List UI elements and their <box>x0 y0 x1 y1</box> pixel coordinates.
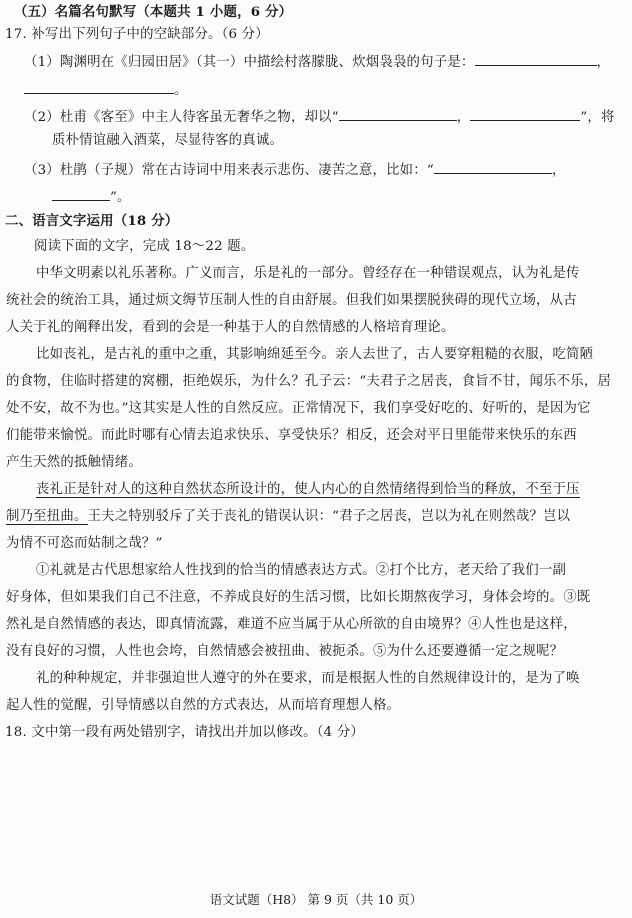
q17-sep3: ， <box>551 163 566 178</box>
passage-p4-line4: 没有良好的习惯，人性也会垮，自然情感会被扭曲、被扼杀。⑤为什么还要遵循一定之规呢？ <box>6 644 564 659</box>
passage-p1-line3: 人关于礼的阐释出发，看到的会是一种基于人的自然情感的人格培育理论。 <box>6 320 455 335</box>
q17-item2 <box>24 106 615 128</box>
passage-p2-line5: 产生天然的抵触情绪。 <box>6 455 142 470</box>
passage-p2-line1: 比如丧礼，是古礼的重中之重，其影响绵延至今。亲人去世了，古人要穿粗糙的衣服，吃简陋 <box>36 347 594 362</box>
section2-heading: 二、语言文字运用（18 分） <box>5 213 179 229</box>
answer-area[interactable] <box>6 748 626 883</box>
q17-item1 <box>24 51 610 73</box>
q17-blank-2b[interactable] <box>470 106 580 121</box>
q17-item1-text: （1）陶渊明在《归园田居》（其一）中描绘村落朦胧、炊烟袅袅的句子是： <box>24 55 475 70</box>
q17-blank-1a[interactable] <box>475 51 597 66</box>
q17-sep1: ， <box>596 55 611 70</box>
q17-item2-close: ”，将 <box>580 110 615 125</box>
passage-p3-line2 <box>6 507 570 527</box>
q17-blank-2a[interactable] <box>339 106 457 121</box>
passage-p2-line2: 的食物，住临时搭建的窝棚，拒绝娱乐，为什么？孔子云：“夫君子之居丧，食旨不甘，闻乐不乐，居 <box>6 374 612 389</box>
q17-end3: ”。 <box>110 190 131 205</box>
passage-p1-line2: 统社会的统治工具，通过烦文缛节压制人性的自由舒展。但我们如果摆脱狭碍的现代立场，从古 <box>6 293 577 308</box>
section2-intro: 阅读下面的文字，完成 18～22 题。 <box>34 239 255 254</box>
underlined-sentence-part2: 制乃至扭曲。 <box>6 509 88 524</box>
passage-p4-line3: 然礼是自然情感的表达，即真情流露，难道不应当属于从心所欲的自由境界？④人性也是这样， <box>6 617 577 632</box>
q17-end1: 。 <box>174 83 188 98</box>
page-footer: 语文试题（H8） 第 9 页（共 10 页） <box>209 892 423 907</box>
q17-item2-line2: 质朴情谊融入酒菜，尽显待客的真诚。 <box>52 133 284 148</box>
passage-p3-line1 <box>36 480 580 500</box>
passage-p1-line1: 中华文明素以礼乐著称。广义而言，乐是礼的一部分。曾经存在一种错误观点，认为礼是传 <box>36 266 580 281</box>
q17-item2-sep: ， <box>456 110 471 125</box>
passage-p3-line3: 为情不可恣而姑制之哉？” <box>6 536 163 551</box>
q17-blank-1b[interactable] <box>24 79 174 94</box>
q17-item3 <box>24 159 566 181</box>
q18-stem: 18. 文中第一段有两处错别字，请找出并加以修改。（4 分） <box>5 725 365 740</box>
passage-p5-line2: 起人性的觉醒，引导情感以自然的方式表达，从而培育理想人格。 <box>6 698 401 713</box>
passage-p4-line2: 好身体，但如果我们自己不注意，不养成良好的生活习惯，比如长期熬夜学习，身体会垮的。③既 <box>6 590 591 605</box>
q17-item3-text: （3）杜鹃（子规）常在古诗词中用来表示悲伤、凄苦之意，比如：“ <box>24 163 434 178</box>
q17-item1-cont <box>24 79 188 101</box>
passage-p5-line1: 礼的种种规定，并非强迫世人遵守的外在要求，而是根据人性的自然规律设计的，是为了唤 <box>36 671 580 686</box>
q17-item3-cont <box>52 186 131 208</box>
passage-p2-line4: 们能带来愉悦。而此时哪有心情去追求快乐、享受快乐？相反，还会对平日里能带来快乐的东西 <box>6 428 577 443</box>
q17-blank-3a[interactable] <box>434 159 552 174</box>
q17-blank-3b[interactable] <box>52 186 110 201</box>
q17-item2-text: （2）杜甫《客至》中主人待客虽无奢华之物，却以“ <box>24 110 339 125</box>
q17-stem: 17. 补写出下列句子中的空缺部分。（6 分） <box>5 27 269 42</box>
underlined-sentence-part1: 丧礼正是针对人的这种自然状态所设计的，使人内心的自然情绪得到恰当的释放，不至于压 <box>36 482 580 497</box>
passage-p4-line1: ①礼就是古代思想家给人性找到的恰当的情感表达方式。②打个比方，老天给了我们一副 <box>36 563 567 578</box>
section5-heading: （五）名篇名句默写（本题共 1 小题，6 分） <box>14 4 293 20</box>
passage-p2-line3: 处不安，故不为也。”这其实是人性的自然反应。正常情况下，我们享受好吃的、好听的，是因为它 <box>6 401 591 416</box>
passage-p3-line2-rest: 王夫之特别驳斥了关于丧礼的错误认识：“君子之居丧，岂以为礼在则然哉？岂以 <box>87 509 571 524</box>
